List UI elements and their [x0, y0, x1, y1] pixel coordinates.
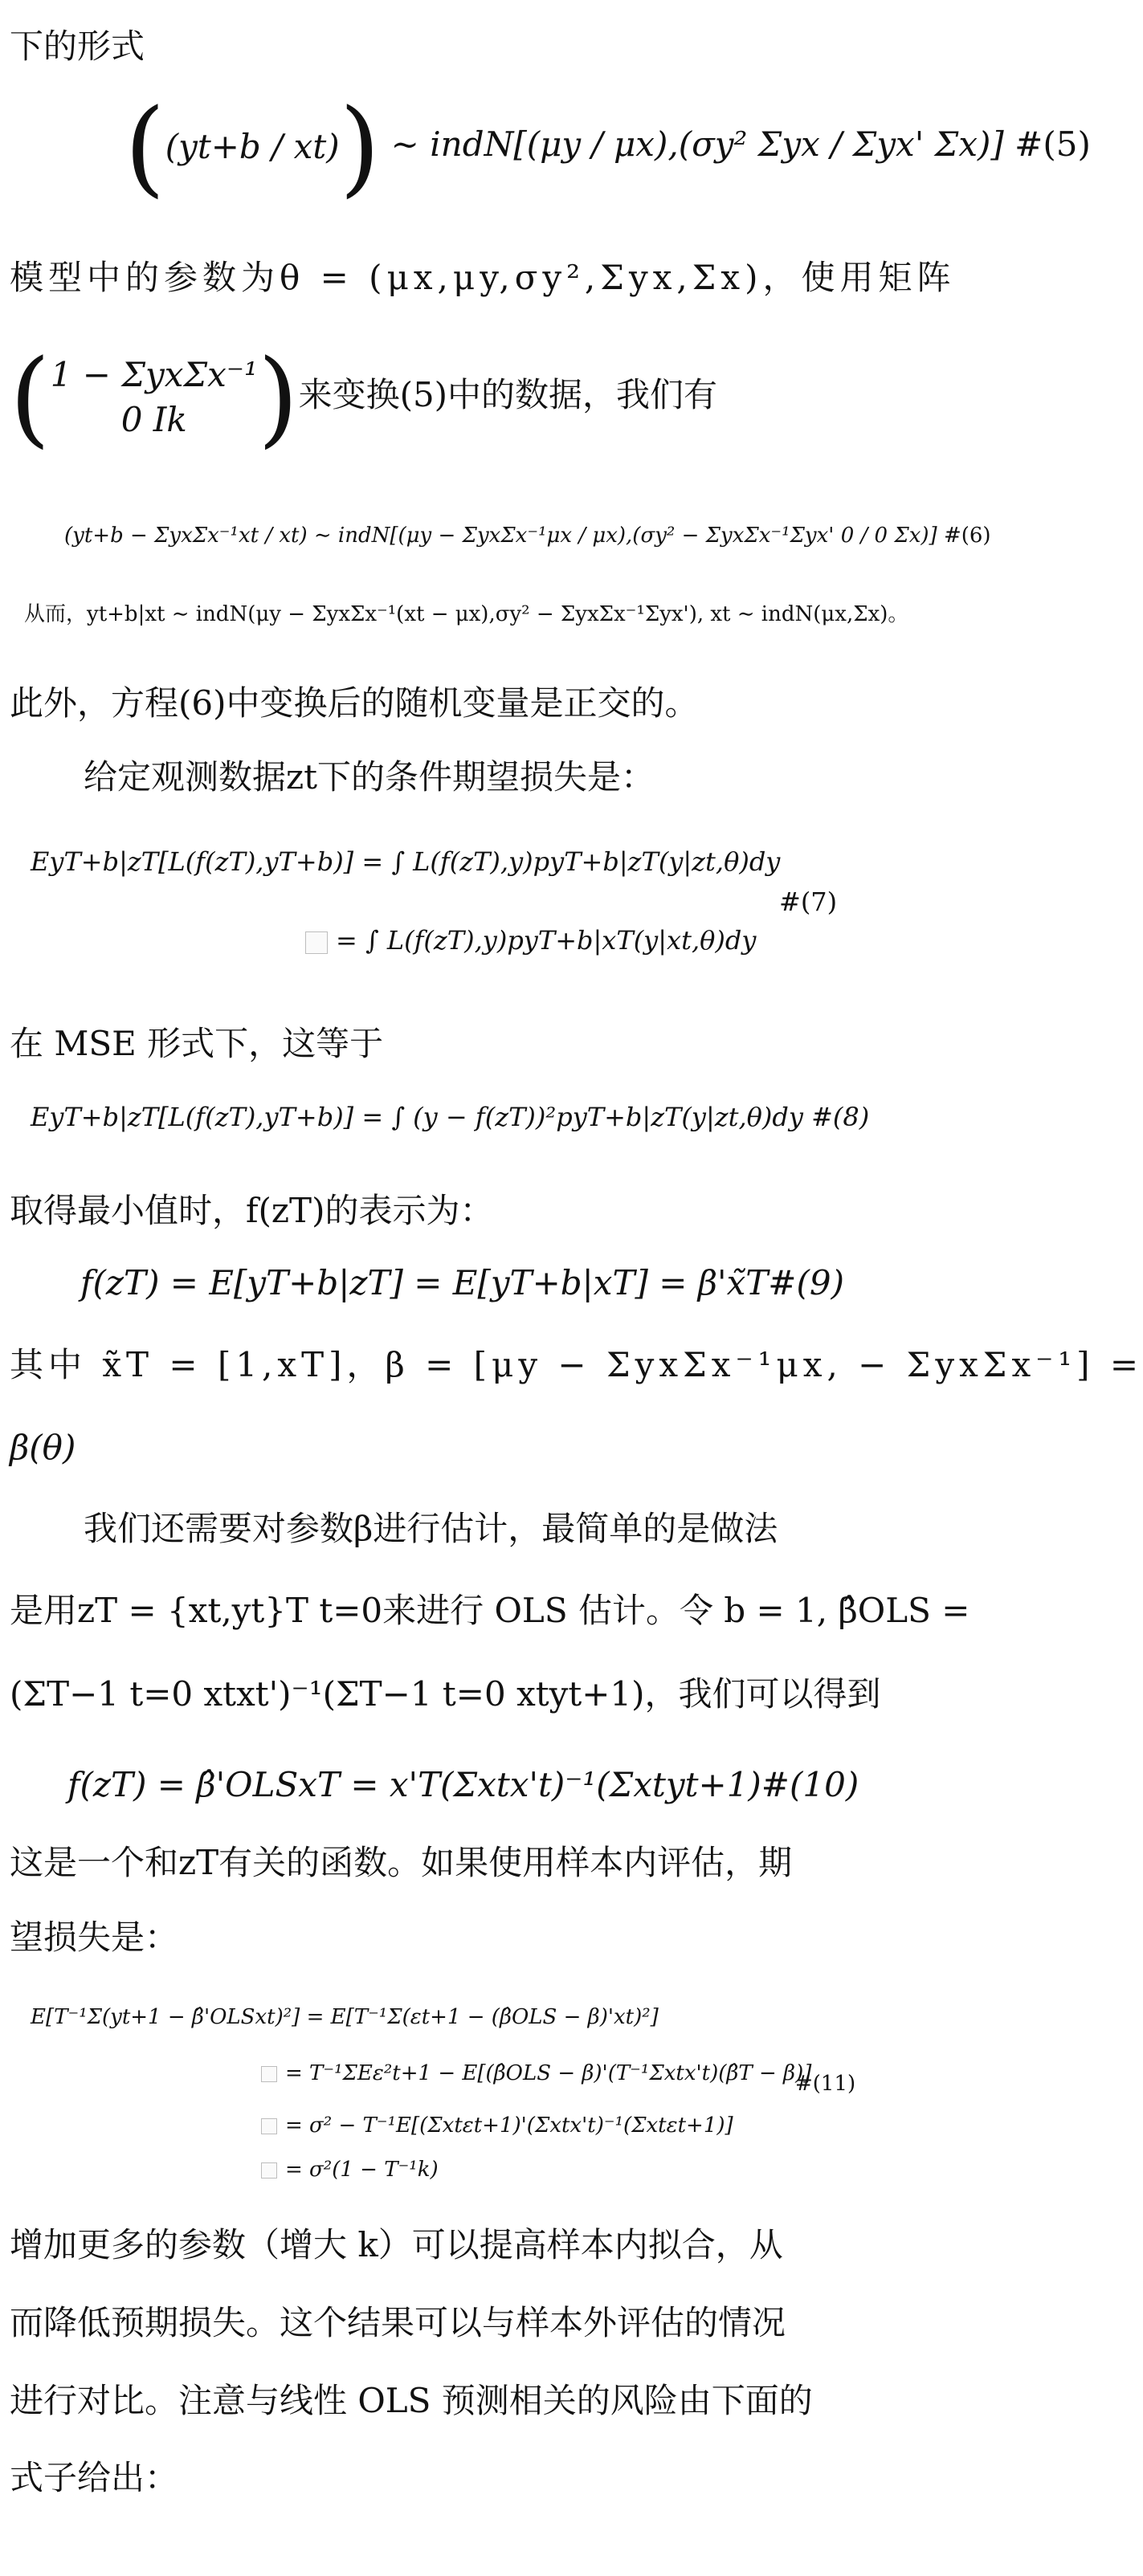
equation-11-line-3	[261, 2112, 733, 2139]
paragraph-expected-loss: 给定观测数据zt下的条件期望损失是：	[84, 757, 655, 797]
paragraph-intro: 下的形式	[10, 26, 145, 66]
paragraph-beta-definition: 其中 x̃T = [1,xT]，β = [μy − ΣyxΣx⁻¹μx, − ΣyxΣx⁻¹] =	[10, 1345, 1143, 1384]
equation-7-line-2	[305, 923, 756, 957]
matrix-row-2: 0 Ik	[120, 400, 187, 439]
placeholder-box-icon	[261, 2066, 277, 2082]
equation-11-line-1: E[T⁻¹Σ(yt+1 − β̂'OLSxt)²] = E[T⁻¹Σ(εt+1 − (β̂OLS − β)'xt)²]	[31, 2005, 659, 2029]
eq7-number: #(7)	[779, 887, 838, 917]
equation-6	[64, 522, 991, 549]
paragraph-minimum: 取得最小值时，f(zT)的表示为：	[10, 1191, 494, 1230]
paragraph-estimate-beta: 我们还需要对参数β进行估计，最简单的是做法	[84, 1509, 778, 1548]
paragraph-in-sample: 这是一个和zT有关的函数。如果使用样本内评估，期	[10, 1843, 793, 1882]
paragraph-formula-given: 式子给出：	[10, 2458, 179, 2497]
eq11-line3-text: = σ² − T⁻¹E[(Σxtεt+1)'(Σxtx't)⁻¹(Σxtεt+1)]	[285, 2113, 733, 2138]
equation-5: ((yt+b / xt)) ∼ indN[(μy / μx),(σy² Σyx / Σyx' Σx)] #(5)	[125, 86, 1091, 208]
paragraph-transform: 来变换(5)中的数据，我们有	[298, 375, 718, 414]
matrix-row-1: 1 − ΣyxΣx⁻¹	[50, 355, 258, 394]
equation-10: f(zT) = β̂'OLSxT = x'T(Σxtx't)⁻¹(Σxtyt+1)#(10)	[67, 1765, 859, 1804]
equation-7-line-1: EyT+b|zT[L(f(zT),yT+b)] = ∫ L(f(zT),y)pyT+b|zT(y|zt,θ)dy	[31, 846, 781, 877]
eq11-line4-text: = σ²(1 − T⁻¹k)	[285, 2158, 439, 2182]
eq5-body: ∼ indN[(μy / μx),(σy² Σyx / Σyx' Σx)]	[390, 124, 1004, 164]
eq5-number: #(5)	[1014, 124, 1091, 164]
paragraph-compare: 进行对比。注意与线性 OLS 预测相关的风险由下面的	[10, 2381, 813, 2420]
eq6-number: #(6)	[943, 524, 991, 548]
eq6-body: (yt+b − ΣyxΣx⁻¹xt / xt) ∼ indN[(μy − ΣyxΣx⁻¹μx / μx),(σy² − ΣyxΣx⁻¹Σyx' 0 / 0 Σx)]	[64, 524, 937, 548]
eq11-number: #(11)	[795, 2072, 856, 2096]
paragraph-mse: 在 MSE 形式下，这等于	[10, 1024, 384, 1063]
paragraph-ols-formula: (ΣT−1 t=0 xtxt')⁻¹(ΣT−1 t=0 xtyt+1)，我们可以得到	[10, 1674, 881, 1714]
paragraph-conditional-distribution: 从而，yt+b|xt ∼ indN(μy − ΣyxΣx⁻¹(xt − μx),σy² − ΣyxΣx⁻¹Σyx'), xt ∼ indN(μx,Σx)。	[24, 602, 909, 626]
equation-11-line-2	[261, 2060, 811, 2087]
equation-9: f(zT) = E[yT+b|zT] = E[yT+b|xT] = β'x̃T#(9)	[80, 1263, 844, 1302]
placeholder-box-icon	[261, 2162, 277, 2179]
equation-11-line-4	[261, 2156, 439, 2183]
paragraph-beta-theta: β(θ)	[10, 1428, 76, 1467]
paragraph-parameters: 模型中的参数为θ = (μx,μy,σy²,Σyx,Σx)，使用矩阵	[10, 258, 956, 297]
eq7-line2-text: = ∫ L(f(zT),y)pyT+b|xT(y|xt,θ)dy	[336, 925, 757, 956]
placeholder-box-icon	[261, 2118, 277, 2134]
paragraph-more-parameters: 增加更多的参数（增大 k）可以提高样本内拟合，从	[10, 2225, 783, 2264]
transform-matrix: ( 1 − ΣyxΣx⁻¹ 0 Ik )来变换(5)中的数据，我们有	[10, 336, 718, 459]
paragraph-ols: 是用zT = {xt,yt}T t=0来进行 OLS 估计。令 b = 1, β̂OLS =	[10, 1591, 970, 1630]
paragraph-orthogonal: 此外，方程(6)中变换后的随机变量是正交的。	[10, 683, 699, 723]
eq5-lhs: (yt+b / xt)	[165, 127, 340, 166]
paragraph-reduce-loss: 而降低预期损失。这个结果可以与样本外评估的情况	[10, 2303, 786, 2342]
paragraph-expected-loss-is: 望损失是：	[10, 1918, 179, 1957]
placeholder-box-icon	[305, 931, 328, 954]
equation-8: EyT+b|zT[L(f(zT),yT+b)] = ∫ (y − f(zT))²pyT+b|zT(y|zt,θ)dy #(8)	[31, 1102, 870, 1132]
eq11-line2-text: = T⁻¹ΣEε²t+1 − E[(β̂OLS − β)'(T⁻¹Σxtx't)(β̂T − β)]	[285, 2061, 812, 2085]
